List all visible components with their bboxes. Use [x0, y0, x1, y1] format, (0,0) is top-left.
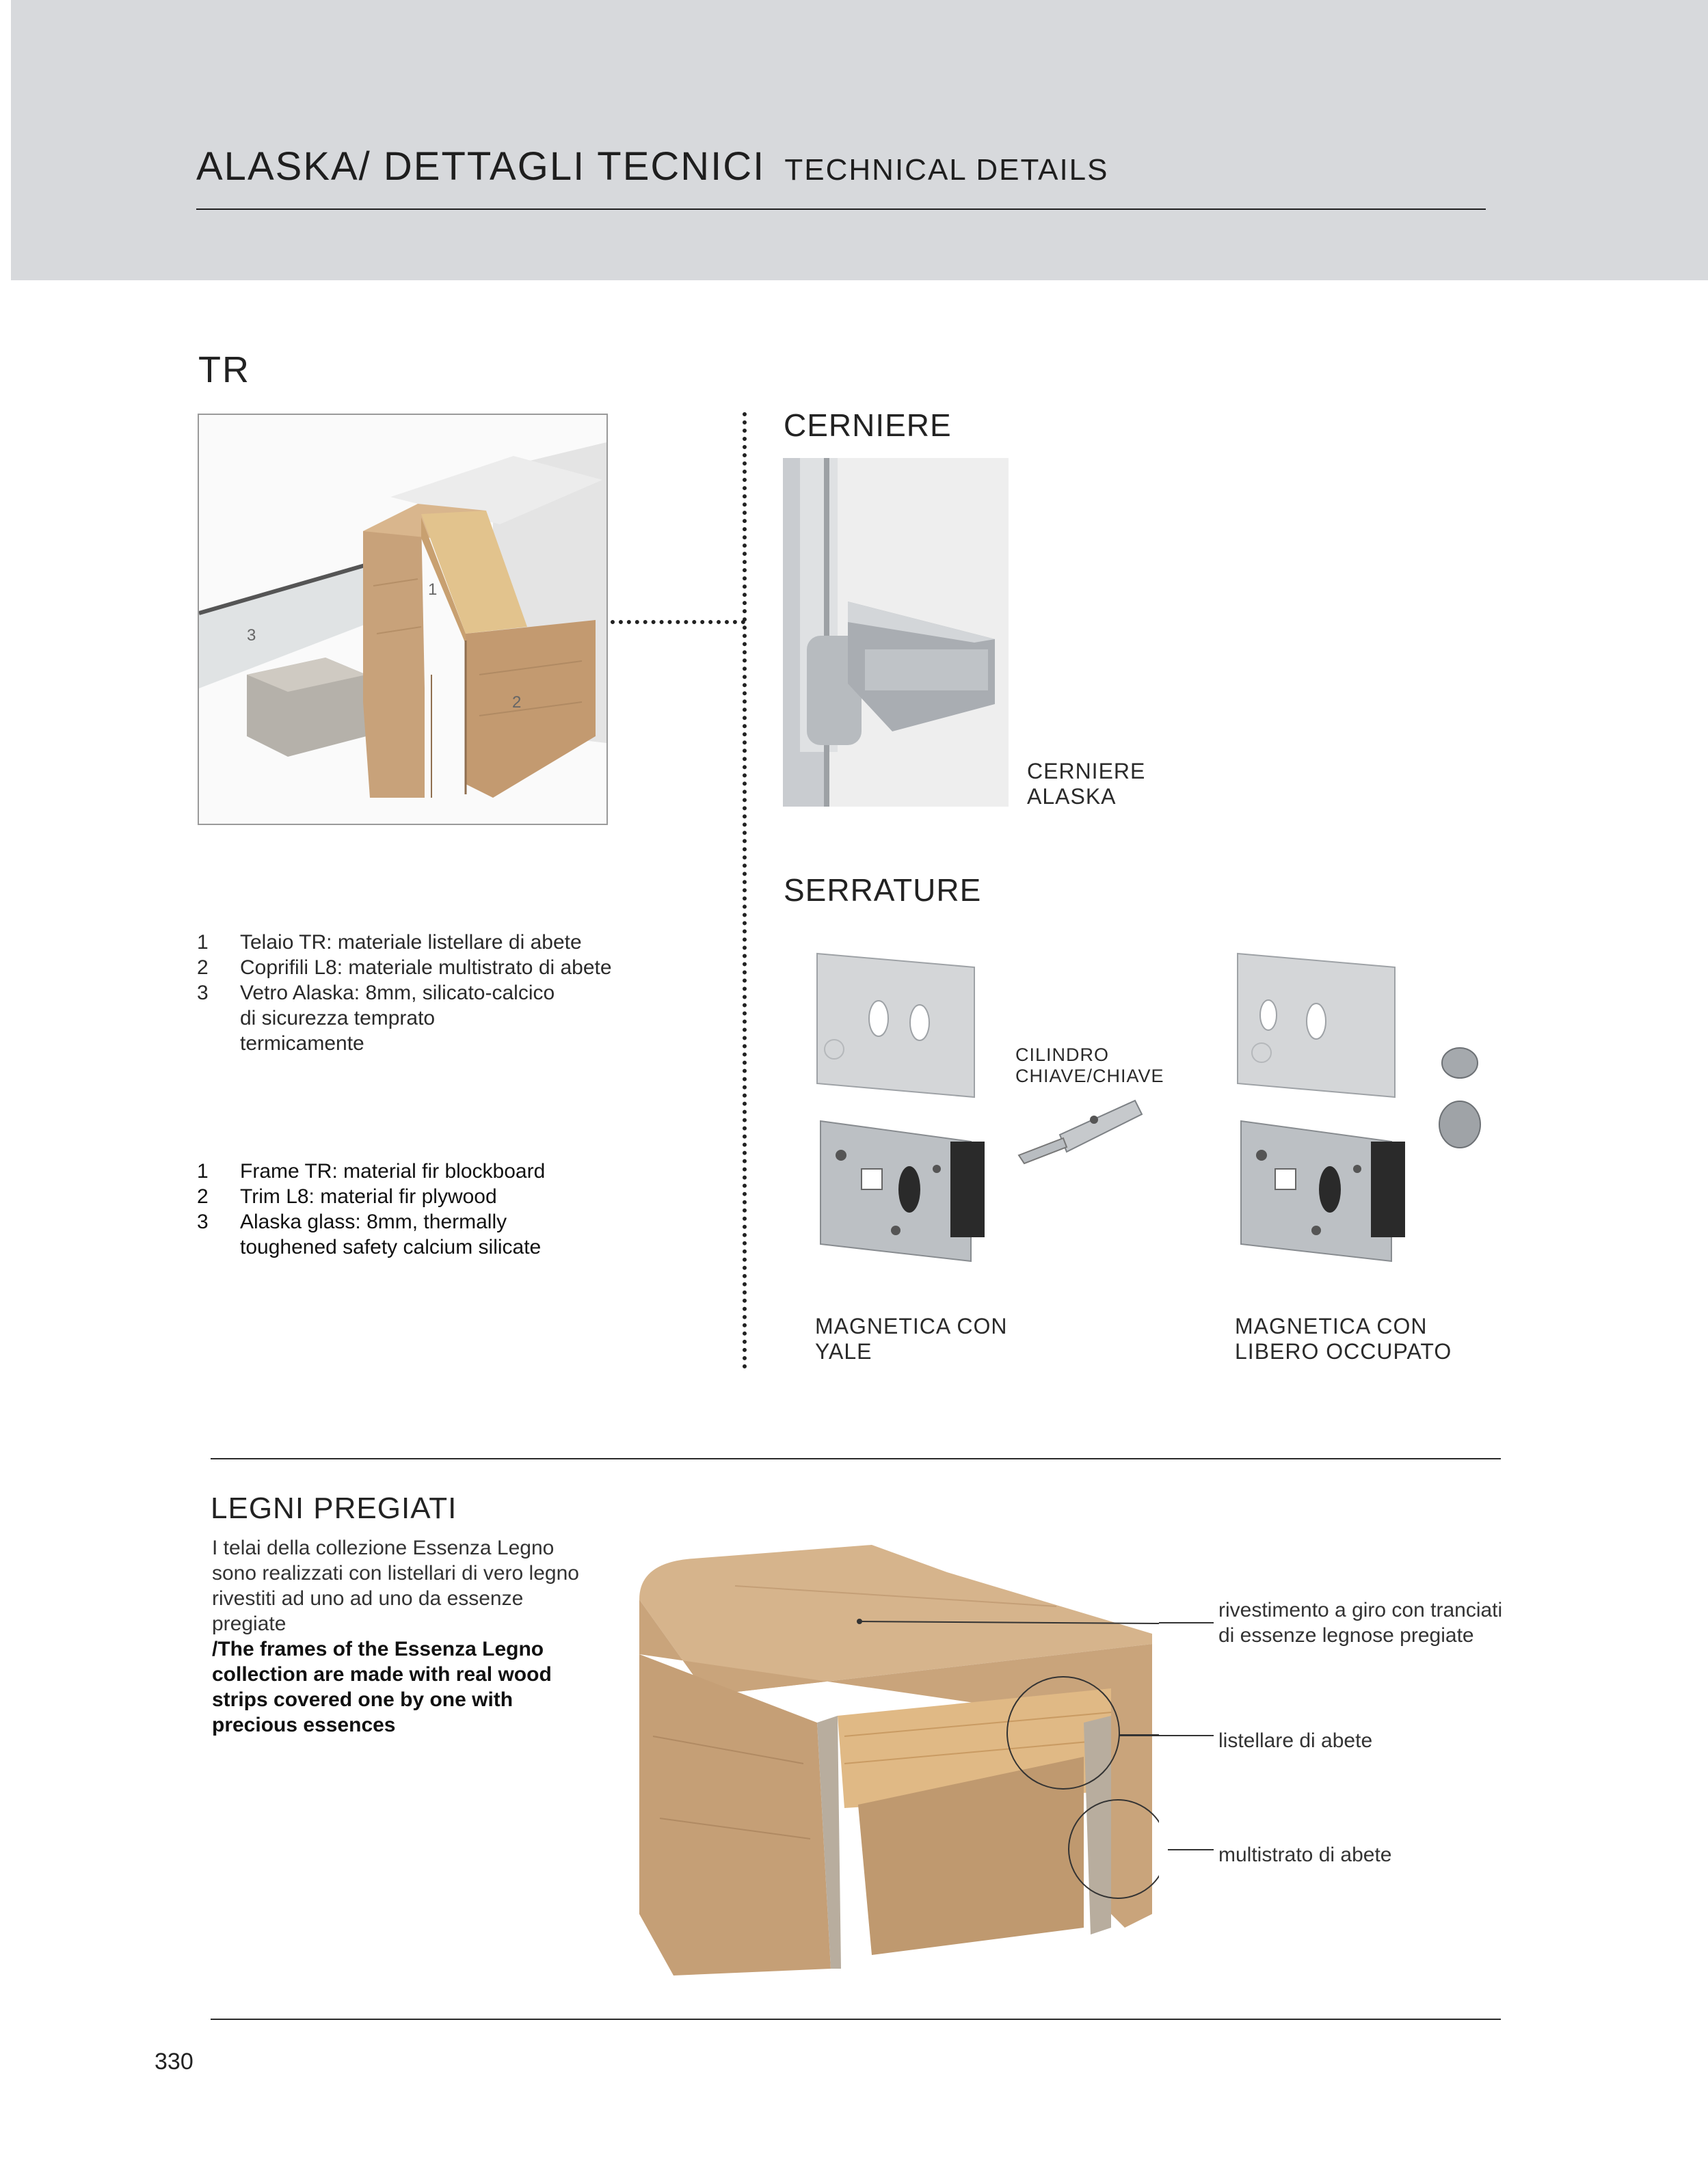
lock1-plate-illustration — [814, 950, 978, 1101]
legend-row — [197, 1184, 623, 1209]
page-title-subtitle: TECHNICAL DETAILS — [784, 153, 1109, 187]
tr-frame-illustration — [199, 415, 606, 824]
hinge-caption-line1: CERNIERE — [1027, 759, 1146, 783]
legend-number: 3 — [197, 1211, 209, 1233]
header-band — [11, 0, 1708, 280]
callout-leader-3 — [1168, 1849, 1214, 1850]
cylinder-key-illustration — [1012, 1087, 1149, 1169]
legend-text: Alaska glass: 8mm, thermally toughened safety calcium silicate — [240, 1211, 542, 1258]
lock2-body-image — [1234, 1114, 1412, 1265]
tr-legend-english — [197, 1159, 623, 1260]
lock2-caption-line1: MAGNETICA CON — [1235, 1314, 1428, 1338]
page-title-main: ALASKA/ DETTAGLI TECNICI — [196, 144, 766, 189]
cylinder-caption-line2: CHIAVE/CHIAVE — [1015, 1066, 1164, 1086]
hinge-image — [783, 458, 1009, 807]
legend-row — [197, 1209, 623, 1260]
lock2-caption — [1235, 1314, 1452, 1364]
legend-number: 1 — [197, 931, 209, 954]
callout-fir-plywood: multistrato di abete — [1218, 1844, 1392, 1866]
connector-dotted-vertical — [743, 412, 747, 1369]
legend-row — [197, 930, 623, 955]
wood-frame-image — [632, 1531, 1159, 1982]
lock2-caption-line2: LIBERO OCCUPATO — [1235, 1339, 1452, 1364]
legend-number: 2 — [197, 1185, 209, 1208]
tr-diagram-label-3: 3 — [247, 626, 256, 645]
tr-diagram-label-2: 2 — [512, 693, 522, 712]
cylinder-key-image — [1012, 1087, 1149, 1169]
wood-frame-illustration — [632, 1531, 1159, 1982]
lock1-body-illustration — [814, 1114, 991, 1265]
callout-leader-2 — [1119, 1735, 1214, 1736]
privacy-knob-illustration — [1432, 1042, 1487, 1159]
callout-leader-1 — [1159, 1622, 1214, 1623]
callout-veneer-line1: rivestimento a giro con tranciati — [1218, 1599, 1503, 1621]
lock1-body-image — [814, 1114, 991, 1265]
lock2-plate-illustration — [1234, 950, 1398, 1101]
legend-row — [197, 980, 623, 1056]
legni-description — [212, 1535, 595, 1738]
legend-text: Telaio TR: materiale listellare di abete — [240, 931, 582, 954]
serrature-heading: SERRATURE — [784, 872, 982, 908]
callout-veneer — [1218, 1597, 1502, 1648]
legni-text-italian: I telai della collezione Essenza Legno sono realizzati con listellari di vero legno rivestiti ad uno ad uno da essenze pregiate — [212, 1537, 579, 1635]
page-number: 330 — [155, 2049, 194, 2075]
tr-heading: TR — [198, 349, 250, 390]
lock1-caption-line2: YALE — [815, 1339, 872, 1364]
hinge-illustration — [783, 458, 1009, 807]
callout-fir-blockboard: listellare di abete — [1218, 1729, 1373, 1752]
lock2-plate-image — [1234, 950, 1398, 1101]
legend-number: 3 — [197, 982, 209, 1004]
legend-row — [197, 955, 623, 980]
legend-row — [197, 1159, 623, 1184]
connector-dotted-horizontal — [611, 620, 745, 624]
cylinder-caption — [1015, 1044, 1164, 1087]
legni-text-english: /The frames of the Essenza Legno collection are made with real wood strips covered one by one with precious essences — [212, 1638, 552, 1736]
legend-text: Vetro Alaska: 8mm, silicato-calcico di sicurezza temprato termicamente — [240, 982, 555, 1055]
legend-number: 2 — [197, 956, 209, 979]
title-rule — [196, 208, 1486, 210]
lock1-caption-line1: MAGNETICA CON — [815, 1314, 1008, 1338]
legend-number: 1 — [197, 1160, 209, 1183]
tr-legend-italian — [197, 930, 623, 1056]
hinge-caption — [1027, 759, 1145, 809]
lock1-caption — [815, 1314, 1007, 1364]
legni-heading: LEGNI PREGIATI — [211, 1492, 457, 1525]
lock1-plate-image — [814, 950, 978, 1101]
legend-text: Coprifili L8: materiale multistrato di abete — [240, 956, 612, 979]
page-title — [196, 144, 1109, 189]
cylinder-caption-line1: CILINDRO — [1015, 1044, 1110, 1065]
legend-text: Trim L8: material fir plywood — [240, 1185, 497, 1208]
legend-text: Frame TR: material fir blockboard — [240, 1160, 546, 1183]
cerniere-heading: CERNIERE — [784, 407, 952, 443]
lock2-body-illustration — [1234, 1114, 1412, 1265]
callout-veneer-line2: di essenze legnose pregiate — [1218, 1624, 1474, 1647]
section-rule-bottom — [211, 2019, 1501, 2020]
tr-frame-image — [198, 414, 608, 825]
tr-diagram-label-1: 1 — [428, 580, 438, 599]
hinge-caption-line2: ALASKA — [1027, 784, 1117, 809]
section-rule-top — [211, 1458, 1501, 1459]
privacy-knob-image — [1432, 1042, 1487, 1159]
